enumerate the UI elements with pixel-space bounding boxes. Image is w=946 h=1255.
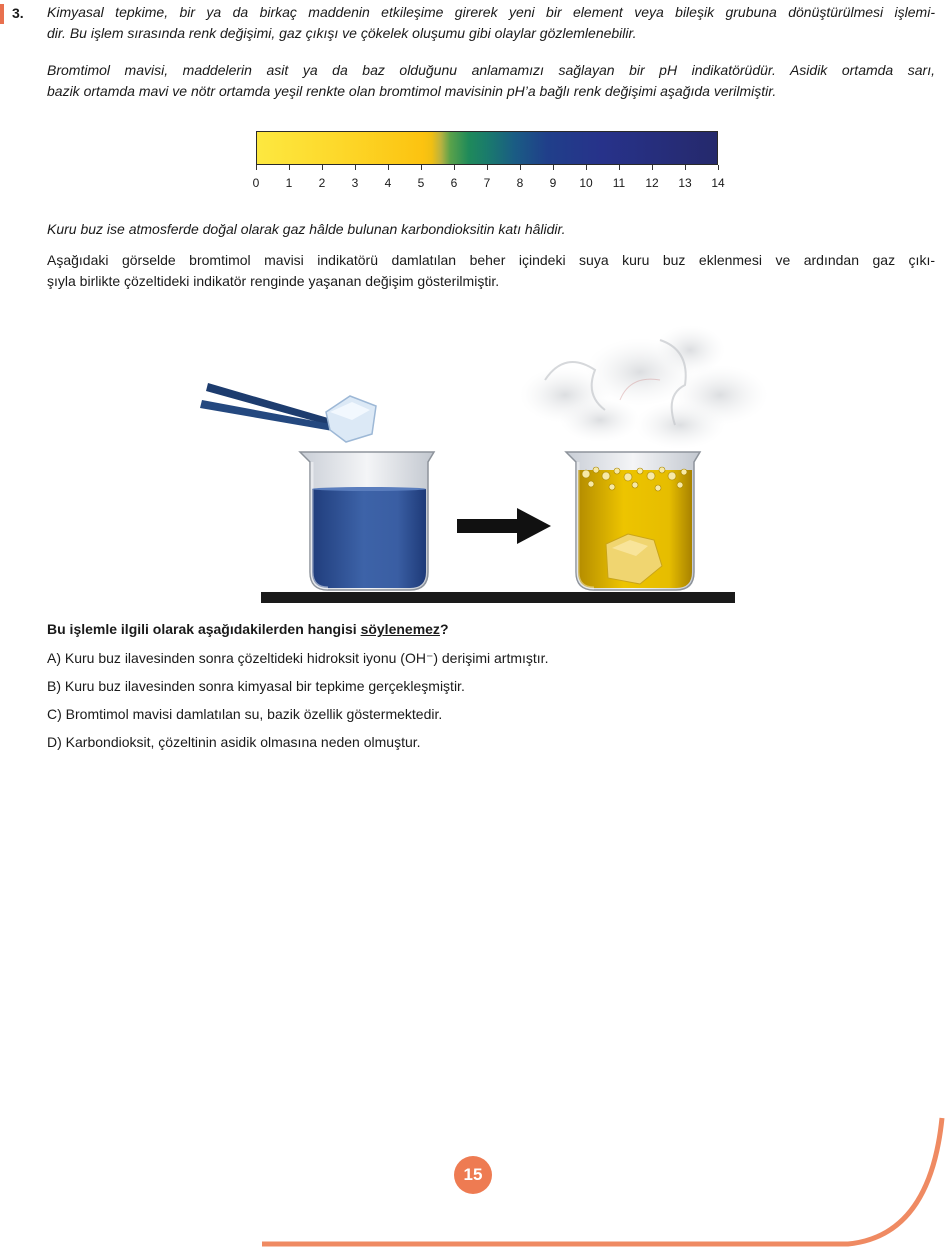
ph-tick-label: 9 xyxy=(549,176,557,190)
option-c-letter: C) xyxy=(47,706,62,722)
ph-tick-label: 3 xyxy=(351,176,359,190)
ph-tick-label: 0 xyxy=(252,176,260,190)
ph-tick-label: 6 xyxy=(450,176,458,190)
experiment-line-1: Aşağıdaki görselde bromtimol mavisi indikatörü damlatılan beher içindeki suya kuru buz eklenmesi ve ardından gaz çıkı- xyxy=(47,252,935,268)
indicator-line-2: bazik ortamda mavi ve nötr ortamda yeşil renkte olan bromtimol mavisinin pH’a bağlı renk değişimi aşağıda verilmiştir. xyxy=(47,83,777,99)
ph-tick-label: 14 xyxy=(711,176,725,190)
prompt-question-mark: ? xyxy=(439,621,449,637)
ph-tick-label: 2 xyxy=(318,176,326,190)
intro-line-2: dir. Bu işlem sırasında renk değişimi, gaz çıkışı ve çökelek oluşumu gibi olaylar gözlemlenebilir. xyxy=(47,25,637,41)
option-b-letter: B) xyxy=(47,678,61,694)
ph-tick-label: 1 xyxy=(285,176,293,190)
ph-tick-label: 12 xyxy=(645,176,659,190)
prompt-underlined-word: söylenemez xyxy=(360,621,440,637)
option-a-text: Kuru buz ilavesinden sonra çözeltideki hidroksit iyonu (OH⁻) derişimi artmıştır. xyxy=(64,650,549,666)
question-number: 3. xyxy=(12,5,24,21)
ph-tick-label: 5 xyxy=(417,176,425,190)
option-d-text: Karbondioksit, çözeltinin asidik olmasına neden olmuştur. xyxy=(65,734,421,750)
option-b-text: Kuru buz ilavesinden sonra kimyasal bir tepkime gerçekleşmiştir. xyxy=(64,678,465,694)
intro-line-1: Kimyasal tepkime, bir ya da birkaç maddenin etkileşime girerek yeni bir element veya bileşik grubuna dönüştürülmesi işlemi- xyxy=(47,4,935,20)
ph-tick-label: 13 xyxy=(678,176,692,190)
option-a-letter: A) xyxy=(47,650,61,666)
ph-tick-label: 11 xyxy=(612,176,626,190)
option-c-text: Bromtimol mavisi damlatılan su, bazik özellik göstermektedir. xyxy=(65,706,443,722)
ph-tick-label: 4 xyxy=(384,176,392,190)
ph-tick-label: 10 xyxy=(579,176,593,190)
ph-tick-label: 7 xyxy=(483,176,491,190)
ph-tick-label: 8 xyxy=(516,176,524,190)
option-d-letter: D) xyxy=(47,734,62,750)
indicator-line-1: Bromtimol mavisi, maddelerin asit ya da baz olduğunu anlamamızı sağlayan bir pH indikatörüdür. Asidik ortamda sarı, xyxy=(47,62,935,78)
prompt-text: Bu işlemle ilgili olarak aşağıdakilerden hangisi xyxy=(47,621,361,637)
page-number-badge: 15 xyxy=(454,1156,492,1194)
dry-ice-paragraph: Kuru buz ise atmosferde doğal olarak gaz hâlde bulunan karbondioksitin katı hâlidir. xyxy=(47,221,566,237)
experiment-line-2: şıyla birlikte çözeltideki indikatör renginde yaşanan değişim gösterilmiştir. xyxy=(47,273,500,289)
